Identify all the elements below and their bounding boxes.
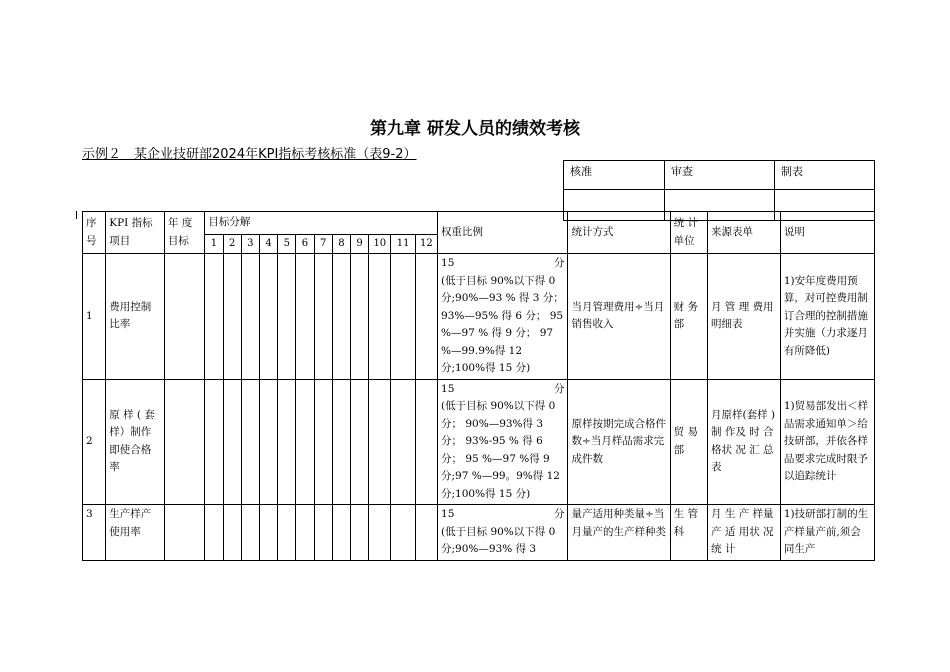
table-edge-mark <box>76 211 77 219</box>
row-seq: 1 <box>83 254 106 380</box>
row-unit: 贸 易部 <box>670 379 707 505</box>
row-weight <box>438 505 568 561</box>
header-stat: 统计方式 <box>568 212 670 254</box>
row-weight <box>438 379 568 505</box>
row-source: 月 管 理 费用明细表 <box>708 254 781 380</box>
table-row <box>83 254 875 380</box>
chapter-title: 第九章 研发人员的绩效考核 <box>370 119 580 139</box>
header-annual: 年 度目标 <box>164 212 204 254</box>
row-kpi: 费用控制比率 <box>106 254 165 380</box>
row-source: 月 生 产 样量 产 适 用状 况 统 计 <box>708 505 781 561</box>
row-seq: 3 <box>83 505 106 561</box>
row-weight-detail: (低于目标 90%以下得 0 分； 90%—93%得 3 分； 93%-95 % 得 6 分； 95 %—97 %得 9 分;97 %—99。9%得 12 分;100%得 15 分) <box>441 400 560 500</box>
month-1: 1 <box>205 235 223 254</box>
header-unit: 统 计单位 <box>670 212 707 254</box>
month-12: 12 <box>415 235 437 254</box>
month-7: 7 <box>314 235 332 254</box>
table-row <box>83 505 875 561</box>
row-kpi: 生产样产使用率 <box>106 505 165 561</box>
month-3: 3 <box>241 235 259 254</box>
header-source: 来源表单 <box>708 212 781 254</box>
header-row <box>83 212 875 235</box>
row-annual <box>164 254 204 380</box>
month-10: 10 <box>369 235 391 254</box>
row-kpi: 原 样 ( 套样）制作即使合格率 <box>106 379 165 505</box>
header-kpi: KPI 指标项目 <box>106 212 165 254</box>
row-seq: 2 <box>83 379 106 505</box>
approve-label: 核准 <box>564 161 665 190</box>
header-seq: 序号 <box>83 212 106 254</box>
row-stat: 原样按期完成合格件数÷当月样品需求完成件数 <box>568 379 670 505</box>
row-annual <box>164 505 204 561</box>
row-weight-head: 15 分 <box>441 382 565 395</box>
table-caption: 示例２ 某企业技研部2024年KPI指标考核标准（表9-2） <box>82 147 417 162</box>
month-5: 5 <box>278 235 296 254</box>
month-11: 11 <box>391 235 415 254</box>
table-row <box>83 379 875 505</box>
row-weight-detail: (低于目标 90%以下得 0 分;90%—93 % 得 3 分； 93%—95% 得 6 分； 95 %—97 % 得 9 分； 97 %—99.9%得 12 分;100%得 15 分) <box>441 274 564 374</box>
row-unit: 生 管科 <box>670 505 707 561</box>
row-unit: 财 务部 <box>670 254 707 380</box>
header-weight: 权重比例 <box>438 212 568 254</box>
month-4: 4 <box>259 235 277 254</box>
row-weight-head: 15 分 <box>441 257 565 269</box>
row-weight-detail: (低于目标 90%以下得 0 分;90%—93% 得 3 <box>441 525 556 555</box>
row-source: 月原样(套样 ) 制 作及 时 合 格状 况 汇 总表 <box>708 379 781 505</box>
header-target-split: 目标分解 <box>205 212 438 235</box>
row-stat: 当月管理费用÷当月销售收入 <box>568 254 670 380</box>
row-weight-head: 15 分 <box>441 508 565 520</box>
header-note: 说明 <box>780 212 874 254</box>
row-note: 1)安年度费用预算，对可控费用制订合理的控制措施并实施（力求逐月有所降低) <box>780 254 874 380</box>
row-stat: 量产适用种类量÷当月量产的生产样种类 <box>568 505 670 561</box>
month-9: 9 <box>350 235 368 254</box>
prepare-label: 制表 <box>775 161 875 190</box>
row-note: 1)贸易部发出＜样品需求通知单＞给技研部，并依各样品要求完成时限予以追踪统计 <box>780 379 874 505</box>
month-8: 8 <box>332 235 350 254</box>
row-note: 1)技研部打制的生产样量产前,须会同生产 <box>780 505 874 561</box>
row-annual <box>164 379 204 505</box>
month-2: 2 <box>223 235 241 254</box>
review-label: 审查 <box>665 161 775 190</box>
month-6: 6 <box>296 235 314 254</box>
kpi-table <box>82 211 875 561</box>
row-weight <box>438 254 568 380</box>
